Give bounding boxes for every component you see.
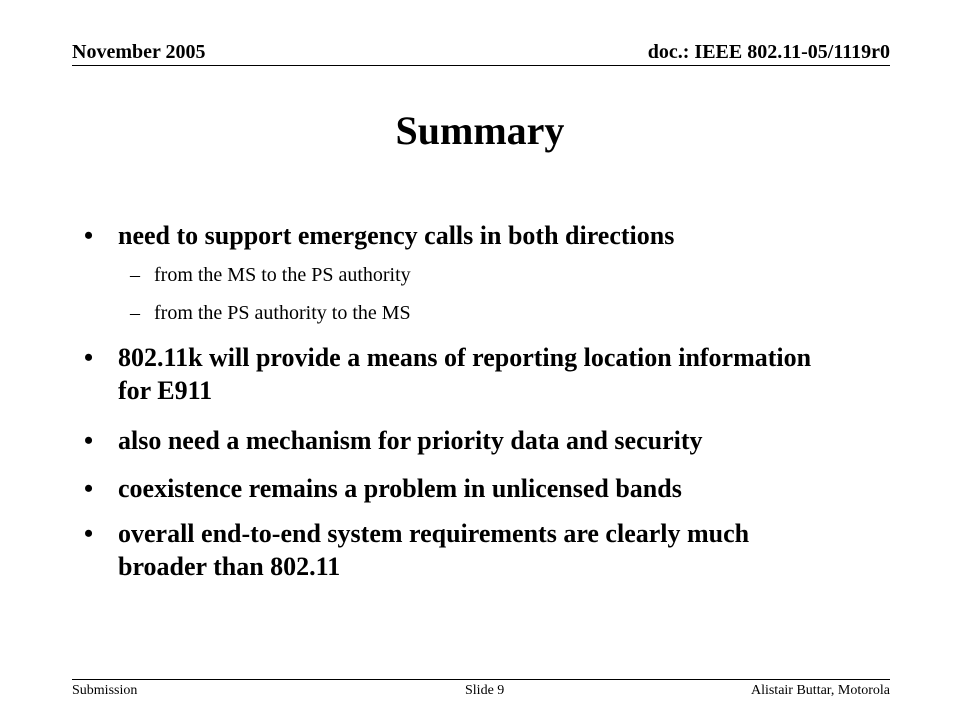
bullet-marker: • bbox=[84, 519, 94, 548]
header-divider bbox=[72, 65, 890, 66]
bullet-text: also need a mechanism for priority data and security bbox=[118, 426, 703, 455]
sub-bullet-marker: – bbox=[130, 302, 140, 324]
footer-slide-number: Slide 9 bbox=[465, 683, 505, 698]
sub-bullet-text: from the PS authority to the MS bbox=[154, 302, 411, 324]
bullet-item bbox=[84, 219, 844, 252]
bullet-item bbox=[84, 341, 844, 407]
footer-author: Alistair Buttar, Motorola bbox=[750, 683, 890, 698]
header-doc-id: doc.: IEEE 802.11-05/1119r0 bbox=[647, 41, 890, 63]
footer-submission: Submission bbox=[72, 683, 138, 698]
bullet-marker: • bbox=[84, 221, 94, 250]
bullet-item bbox=[84, 472, 844, 505]
bullet-marker: • bbox=[84, 426, 94, 455]
sub-bullet-item bbox=[130, 263, 411, 287]
bullet-item bbox=[84, 424, 844, 457]
bullet-item bbox=[84, 517, 844, 583]
header-date: November 2005 bbox=[72, 41, 206, 63]
footer-divider bbox=[72, 679, 890, 680]
bullet-text: need to support emergency calls in both directions bbox=[118, 221, 675, 250]
bullet-text: overall end-to-end system requirements are clearly much broader than 802.11 bbox=[118, 519, 750, 581]
bullet-text: 802.11k will provide a means of reporting location information for E911 bbox=[118, 343, 812, 405]
slide-title: Summary bbox=[395, 108, 565, 153]
bullet-marker: • bbox=[84, 343, 94, 372]
bullet-text: coexistence remains a problem in unlicensed bands bbox=[118, 474, 682, 503]
bullet-marker: • bbox=[84, 474, 94, 503]
sub-bullet-marker: – bbox=[130, 264, 140, 286]
sub-bullet-item bbox=[130, 301, 411, 325]
sub-bullet-text: from the MS to the PS authority bbox=[154, 264, 411, 286]
